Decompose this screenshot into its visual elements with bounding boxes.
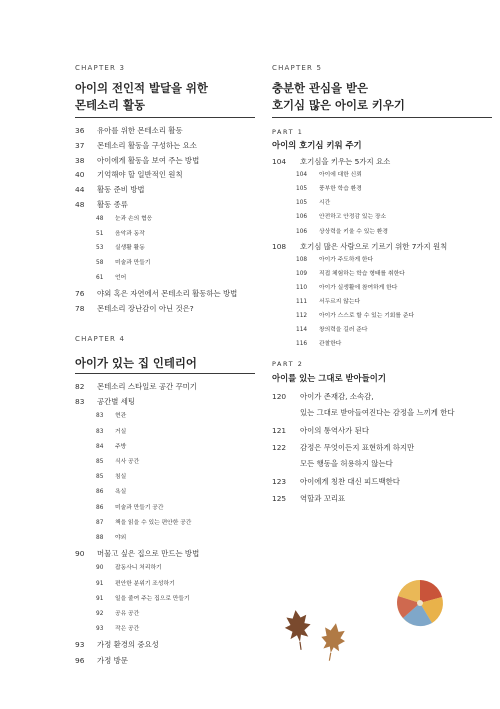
entry-title: 시간 [319, 200, 331, 207]
page-number: 91 [96, 580, 104, 587]
entry-title: 식사 공간 [115, 459, 140, 465]
page-number: 53 [96, 245, 104, 252]
entry-title: 관찰한다 [319, 341, 342, 348]
entry-title-continuation: 모든 행동을 허용하지 않는다 [300, 459, 393, 468]
entry-title: 일을 줄여 주는 집으로 만들기 [115, 595, 190, 602]
entry-title: 책을 읽을 수 있는 편안한 공간 [115, 519, 192, 526]
page-number: 61 [96, 275, 104, 281]
entry-title: 가정 환경의 중요성 [97, 640, 159, 650]
entry-title: 아이의 통역사가 된다 [300, 426, 369, 435]
page-number: 88 [96, 535, 104, 541]
entry-title: 서두르지 않는다 [319, 299, 361, 305]
entry-title: 침실 [115, 474, 127, 481]
entry-title: 머물고 싶은 집으로 만드는 방법 [97, 549, 200, 559]
entry-title: 실생활 활동 [115, 245, 145, 252]
entry-title: 음악과 동작 [115, 230, 145, 237]
page-number: 108 [272, 241, 287, 251]
chapter-title: 아이의 전인적 발달을 위한 몬테소리 활동 [75, 81, 208, 112]
beach-ball-icon [397, 580, 443, 626]
page-number: 93 [96, 626, 104, 633]
page-number: 48 [75, 200, 85, 209]
entry-title: 몬테소리 장난감이 아닌 것은? [97, 303, 194, 313]
entry-title: 안전하고 안정감 있는 장소 [319, 214, 387, 221]
page-number: 125 [272, 494, 287, 503]
part-label: PART 2 [272, 360, 304, 368]
entry-title: 작은 공간 [115, 626, 140, 633]
entry-title: 몬테소리 활동을 구성하는 요소 [97, 140, 197, 150]
page-number: 105 [296, 186, 308, 193]
page-number: 37 [75, 140, 85, 150]
page-number: 48 [96, 215, 104, 222]
page-number: 111 [296, 299, 308, 305]
page-number: 84 [96, 443, 104, 450]
chapter-label: CHAPTER 5 [272, 64, 323, 72]
page-number: 91 [96, 595, 104, 602]
page-number: 122 [272, 443, 287, 452]
entry-title: 역할과 꼬리표 [300, 494, 346, 503]
page-number: 90 [75, 549, 85, 559]
chapter-label: CHAPTER 4 [75, 335, 126, 343]
page-number: 105 [296, 200, 308, 207]
page-number: 86 [96, 504, 104, 511]
entry-title: 호기심 많은 사람으로 기르기 위한 7가지 원칙 [300, 241, 448, 251]
page-number: 123 [272, 477, 287, 486]
chapter-title: 아이가 있는 집 인테리어 [75, 356, 197, 370]
entry-title: 주방 [115, 443, 127, 450]
entry-title: 가정 방문 [97, 655, 128, 665]
page-number: 40 [75, 170, 85, 180]
entry-title: 잡동사니 처리하기 [115, 565, 162, 572]
page-number: 106 [296, 214, 308, 221]
entry-title: 감정은 무엇이든지 표현하게 하지만 [300, 443, 415, 452]
page-number: 78 [75, 303, 85, 313]
chapter-rule [272, 117, 492, 118]
page-number: 116 [296, 341, 308, 348]
entry-title: 현관 [115, 413, 127, 420]
page-number: 121 [272, 426, 287, 435]
entry-title: 활동 종류 [97, 200, 128, 209]
page-number: 104 [272, 157, 287, 166]
page-number: 83 [96, 428, 104, 435]
page-number: 83 [96, 413, 104, 420]
page-number: 51 [96, 230, 104, 237]
page-number: 106 [296, 228, 308, 235]
page-number: 109 [296, 270, 308, 277]
entry-title: 아이에 대한 신뢰 [319, 172, 362, 179]
entry-title: 미술과 만들기 [115, 260, 151, 267]
part-title: 아이의 호기심 키워 주기 [272, 140, 362, 150]
page-number: 114 [296, 327, 308, 334]
page-number: 120 [272, 392, 287, 401]
page-number: 104 [296, 172, 308, 179]
leaf-icon [283, 608, 314, 651]
entry-title: 아이에게 칭찬 대신 피드백한다 [300, 477, 400, 486]
entry-title: 창의력을 길러 준다 [319, 327, 368, 334]
leaf-icon [318, 621, 348, 663]
entry-title: 아이에게 활동을 보여 주는 방법 [97, 155, 200, 165]
chapter-rule [75, 373, 255, 374]
entry-title: 아이가 실생활에 참여하게 한다 [319, 284, 398, 291]
page-number: 38 [75, 155, 85, 165]
page-number: 36 [75, 126, 85, 135]
entry-title: 눈과 손의 협응 [115, 215, 153, 222]
entry-title: 거실 [115, 428, 127, 435]
page-number: 82 [75, 382, 85, 391]
part-label: PART 1 [272, 128, 304, 136]
page-number: 108 [296, 256, 308, 263]
page-number: 44 [75, 185, 85, 195]
page-number: 92 [96, 611, 104, 617]
entry-title: 공간별 세팅 [97, 397, 136, 407]
page-number: 90 [96, 565, 104, 572]
entry-title: 기억해야 할 일반적인 원칙 [97, 170, 183, 180]
entry-title: 공유 공간 [115, 611, 140, 617]
entry-title: 몬테소리 스타일로 공간 꾸미기 [97, 382, 197, 391]
entry-title: 상상력을 키울 수 있는 환경 [319, 228, 388, 235]
entry-title: 유아를 위한 몬테소리 활동 [97, 126, 183, 135]
entry-title: 야외 [115, 535, 127, 541]
page-number: 86 [96, 489, 104, 496]
page-number: 110 [296, 284, 308, 291]
page-number: 112 [296, 313, 308, 320]
page-number: 96 [75, 655, 85, 665]
page-number: 85 [96, 474, 104, 481]
chapter-rule [75, 117, 255, 118]
page-number: 58 [96, 260, 104, 267]
entry-title: 야외 혹은 자연에서 몬테소리 활동하는 방법 [97, 288, 238, 298]
entry-title: 아이가 스스로 할 수 있는 기회를 준다 [319, 313, 415, 320]
entry-title: 욕실 [115, 489, 127, 496]
entry-title: 아이가 존재감, 소속감, [300, 392, 374, 401]
page-number: 93 [75, 640, 85, 650]
entry-title: 아이가 주도하게 한다 [319, 256, 374, 263]
entry-title: 언어 [115, 275, 127, 281]
chapter-title: 충분한 관심을 받은 호기심 많은 아이로 키우기 [272, 81, 405, 112]
chapter-label: CHAPTER 3 [75, 64, 126, 72]
page-number: 83 [75, 397, 85, 407]
entry-title: 직접 체험하는 학습 형태를 취한다 [319, 270, 405, 277]
entry-title: 미술과 만들기 공간 [115, 504, 164, 511]
entry-title-continuation: 있는 그대로 받아들여진다는 감정을 느끼게 한다 [300, 408, 455, 417]
page-number: 87 [96, 519, 104, 526]
page-number: 85 [96, 459, 104, 465]
entry-title: 활동 준비 방법 [97, 185, 145, 195]
page-number: 76 [75, 288, 85, 298]
entry-title: 풍부한 학습 환경 [319, 186, 362, 193]
entry-title: 호기심을 키우는 5가지 요소 [300, 157, 391, 166]
entry-title: 편안한 분위기 조성하기 [115, 580, 175, 587]
part-title: 아이를 있는 그대로 받아들이기 [272, 373, 386, 383]
